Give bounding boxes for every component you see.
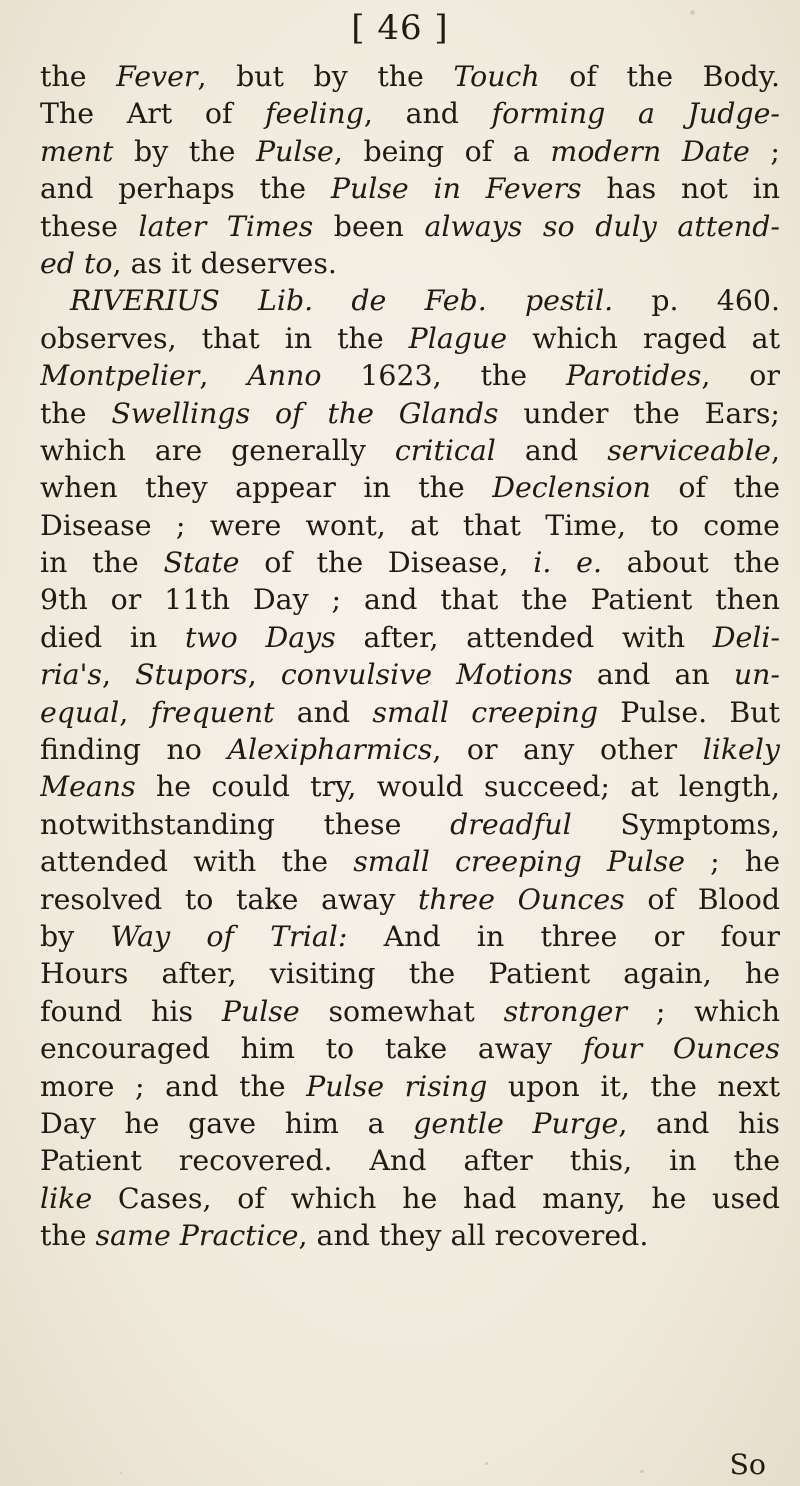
text-run: of the <box>650 471 780 505</box>
text-line <box>40 731 780 768</box>
italic-run: un- <box>733 658 780 692</box>
text-line <box>40 619 780 656</box>
text-run: , <box>770 433 780 467</box>
italic-run: likely <box>702 733 780 767</box>
text-line <box>40 955 780 992</box>
text-line <box>40 357 780 394</box>
italic-run: Parotides <box>565 359 702 393</box>
text-line <box>40 469 780 506</box>
text-line <box>40 1030 780 1067</box>
italic-run: modern Date <box>550 134 750 168</box>
text-line <box>40 806 780 843</box>
italic-run: critical <box>394 433 496 467</box>
text-run: by the <box>113 134 257 168</box>
text-run: notwithstanding these <box>40 807 451 841</box>
text-run: , or <box>701 359 780 393</box>
text-run: and <box>274 695 373 729</box>
text-run: , as it deserves. <box>112 246 337 280</box>
text-run: by <box>40 919 111 953</box>
italic-run: same Practice <box>95 1219 299 1253</box>
text-run: , <box>247 658 281 692</box>
text-line <box>40 1068 780 1105</box>
text-run: of the Body. <box>539 60 780 93</box>
text-run: resolved to take away <box>40 882 418 916</box>
text-line <box>40 1217 780 1254</box>
text-run: , and his <box>618 1106 780 1140</box>
text-run: Pulse. But <box>598 695 780 729</box>
text-line <box>40 993 780 1030</box>
text-run: observes, that in the <box>40 321 409 355</box>
italic-run: three Ounces <box>418 882 625 916</box>
text-run: , but by the <box>197 60 454 93</box>
text-run: finding no <box>40 733 228 767</box>
italic-run: Pulse <box>256 134 334 168</box>
text-run: somewhat <box>299 994 504 1028</box>
italic-run: Means <box>40 770 136 804</box>
text-run: , being of a <box>333 134 551 168</box>
text-run: 9th or 11th Day ; and that the Patient then <box>40 583 780 617</box>
text-line <box>40 432 780 469</box>
text-line <box>40 507 780 544</box>
italic-run: dreadful <box>450 807 572 841</box>
text-run: Cases, of which he had many, he used <box>92 1181 780 1215</box>
text-line <box>40 170 780 207</box>
italic-run: Plague <box>408 321 508 355</box>
italic-run: forming a Judge- <box>491 97 780 131</box>
text-line <box>40 918 780 955</box>
text-run: after, attended with <box>335 620 713 654</box>
italic-run: Anno <box>247 359 322 393</box>
italic-run: equal <box>40 695 120 729</box>
text-line <box>40 133 780 170</box>
italic-run: i. e. <box>533 546 603 580</box>
paper-speckle <box>690 10 695 15</box>
paper-speckle <box>640 1470 644 1473</box>
italic-run: Pulse <box>221 994 300 1028</box>
italic-run: like <box>40 1181 93 1215</box>
text-run: has not in <box>581 172 780 206</box>
italic-run: gentle Purge <box>413 1106 619 1140</box>
italic-run: RIVERIUS Lib. de Feb. pestil. <box>70 284 614 318</box>
text-run: attended with the <box>40 845 354 879</box>
text-run: , <box>199 359 248 393</box>
text-run: Disease ; were wont, at that Time, to come <box>40 508 780 542</box>
paper-speckle <box>485 1462 488 1465</box>
text-run: which raged at <box>507 321 780 355</box>
text-line <box>40 95 780 132</box>
text-run: p. 460. <box>613 284 780 318</box>
text-line <box>40 282 780 319</box>
text-run: Day he gave him a <box>40 1106 414 1140</box>
text-line <box>40 1105 780 1142</box>
text-line <box>40 1180 780 1217</box>
text-line <box>40 395 780 432</box>
text-line <box>40 694 780 731</box>
text-run: and perhaps the <box>40 172 331 206</box>
text-run: , and they all recovered. <box>298 1219 649 1253</box>
text-line <box>40 581 780 618</box>
text-run: The Art of <box>40 97 266 131</box>
italic-run: Alexipharmics <box>227 733 433 767</box>
text-run: which are generally <box>40 433 395 467</box>
text-run: ; which <box>627 994 780 1028</box>
text-run: been <box>313 209 425 243</box>
text-run: And in three or four <box>347 919 780 953</box>
italic-run: Pulse in Fevers <box>330 172 582 206</box>
text-line <box>40 768 780 805</box>
page-number: [ 46 ] <box>351 8 449 48</box>
text-run: ; he <box>684 845 780 879</box>
italic-run: State <box>163 546 240 580</box>
italic-run: frequent <box>150 695 275 729</box>
text-run: of Blood <box>624 882 780 916</box>
text-run: upon it, the next <box>487 1069 780 1103</box>
text-run: of the Disease, <box>239 546 534 580</box>
text-run: when they appear in the <box>40 471 493 505</box>
text-line <box>40 208 780 245</box>
text-run: under the Ears; <box>498 396 780 430</box>
text-run: the <box>40 60 117 93</box>
text-run: and <box>495 433 608 467</box>
italic-run: Stupors <box>135 658 248 692</box>
italic-run: feeling <box>265 97 364 131</box>
text-run: the <box>40 396 112 430</box>
text-run: the <box>40 1219 96 1253</box>
italic-run: convulsive Motions <box>280 658 573 692</box>
italic-run: serviceable <box>607 433 771 467</box>
italic-run: ment <box>40 134 114 168</box>
text-line <box>40 656 780 693</box>
italic-run: later Times <box>138 209 314 243</box>
body-text <box>40 58 780 1255</box>
italic-run: Montpelier <box>40 359 200 393</box>
italic-run: Swellings of the Glands <box>111 396 499 430</box>
italic-run: Touch <box>453 60 540 93</box>
text-line <box>40 544 780 581</box>
text-run: Hours after, visiting the Patient again, he <box>40 957 780 991</box>
text-run: , or any other <box>432 733 703 767</box>
text-run: , <box>101 658 136 692</box>
italic-run: four Ounces <box>582 1032 780 1066</box>
text-line <box>40 58 780 95</box>
italic-run: Pulse rising <box>306 1069 488 1103</box>
text-run: in the <box>40 546 164 580</box>
italic-run: Deli- <box>712 620 780 654</box>
italic-run: always so duly attend- <box>424 209 780 243</box>
text-line <box>40 320 780 357</box>
italic-run: ed to <box>40 246 113 280</box>
text-run: Patient recovered. And after this, in the <box>40 1144 780 1178</box>
text-line <box>40 245 780 282</box>
text-line <box>40 1142 780 1179</box>
text-run: ; <box>749 134 780 168</box>
text-run: found his <box>40 994 222 1028</box>
italic-run: Declension <box>492 471 651 505</box>
text-run: about the <box>602 546 780 580</box>
italic-run: stronger <box>503 994 628 1028</box>
text-run: and an <box>572 658 734 692</box>
catchword: So <box>729 1448 766 1481</box>
text-run: died in <box>40 620 185 654</box>
text-run: these <box>40 209 139 243</box>
text-run: 1623, the <box>321 359 566 393</box>
text-line <box>40 881 780 918</box>
italic-run: two Days <box>184 620 336 654</box>
text-run: he could try, would succeed; at length, <box>135 770 780 804</box>
text-run: encouraged him to take away <box>40 1032 583 1066</box>
paper-speckle <box>120 1472 122 1474</box>
text-line <box>40 843 780 880</box>
text-run: more ; and the <box>40 1069 307 1103</box>
italic-run: Way of Trial: <box>110 919 348 953</box>
italic-run: small creeping Pulse <box>353 845 685 879</box>
italic-run: Fever <box>116 60 198 93</box>
text-run: , and <box>363 97 492 131</box>
text-run: , <box>119 695 151 729</box>
text-run: Symptoms, <box>571 807 780 841</box>
italic-run: ria's <box>40 658 102 692</box>
italic-run: small creeping <box>372 695 599 729</box>
